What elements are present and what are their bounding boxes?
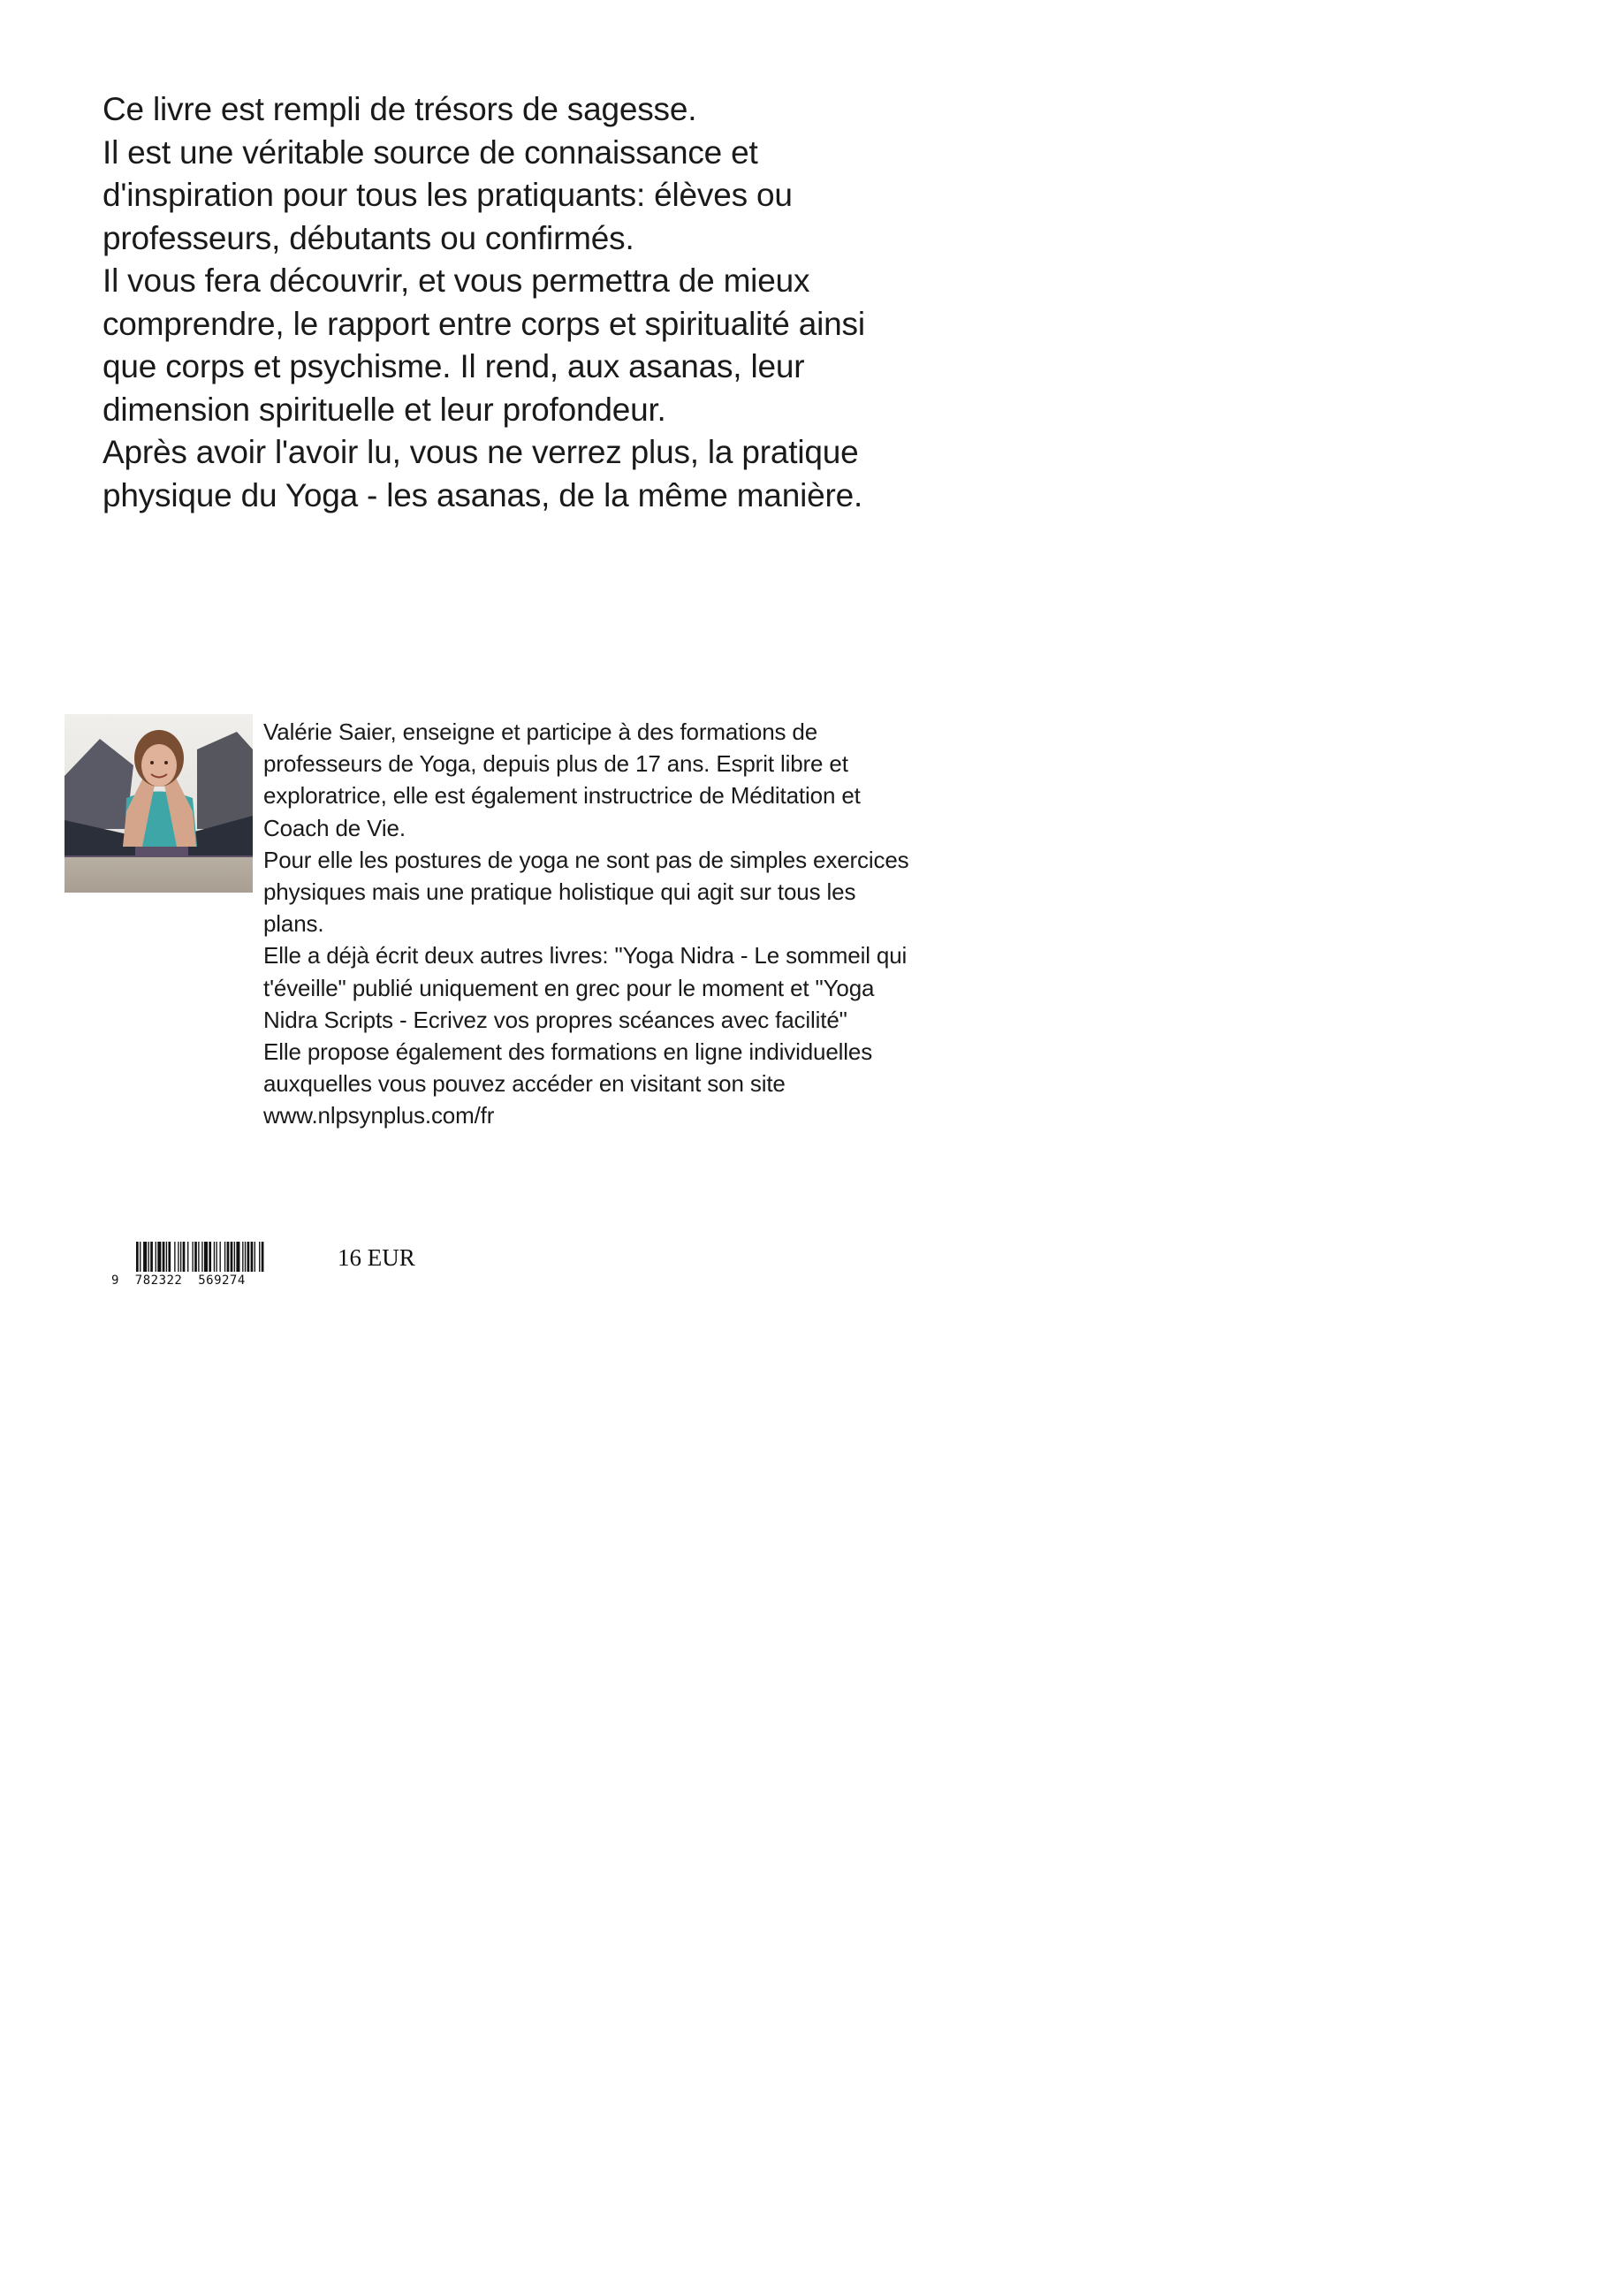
bio-paragraph: Elle a déjà écrit deux autres livres: "Yoga Nidra - Le sommeil qui t'éveille" publié uniquement en grec pour le moment et "Yoga Nidra Scripts - Ecrivez vos propres scéances avec facilité" [263, 942, 908, 1033]
price-label: 16 EUR [338, 1244, 415, 1271]
isbn-number: 9 782322 569274 [111, 1273, 246, 1288]
author-portrait-icon [65, 714, 253, 893]
blurb-paragraph: Ce livre est rempli de trésors de sagesse. [103, 91, 697, 127]
back-cover-blurb [103, 88, 880, 517]
barcode-bars-icon [111, 1242, 301, 1275]
blurb-paragraph: Après avoir l'avoir lu, vous ne verrez plus, la pratique physique du Yoga - les asanas, de la même manière. [103, 434, 863, 513]
bio-paragraph: Elle propose également des formations en ligne individuelles auxquelles vous pouvez accéder en visitant son site www.nlpsynplus.com/fr [263, 1038, 873, 1129]
blurb-paragraph: Il est une véritable source de connaissance et d'inspiration pour tous les pratiquants: élèves ou professeurs, débutants ou confirmés. [103, 133, 793, 256]
bio-paragraph: Valérie Saier, enseigne et participe à des formations de professeurs de Yoga, depuis plus de 17 ans. Esprit libre et exploratrice, elle est également instructrice de Méditation et Coach de Vie. [263, 718, 861, 841]
blurb-paragraph: Il vous fera découvrir, et vous permettra de mieux comprendre, le rapport entre corps et spiritualité ainsi que corps et psychisme. Il rend, aux asanas, leur dimension spirituelle et leur profondeur. [103, 262, 865, 428]
bio-paragraph: Pour elle les postures de yoga ne sont pas de simples exercices physiques mais une pratique holistique qui agit sur tous les plans. [263, 846, 909, 938]
author-bio [263, 716, 917, 1132]
author-photo [65, 714, 253, 893]
